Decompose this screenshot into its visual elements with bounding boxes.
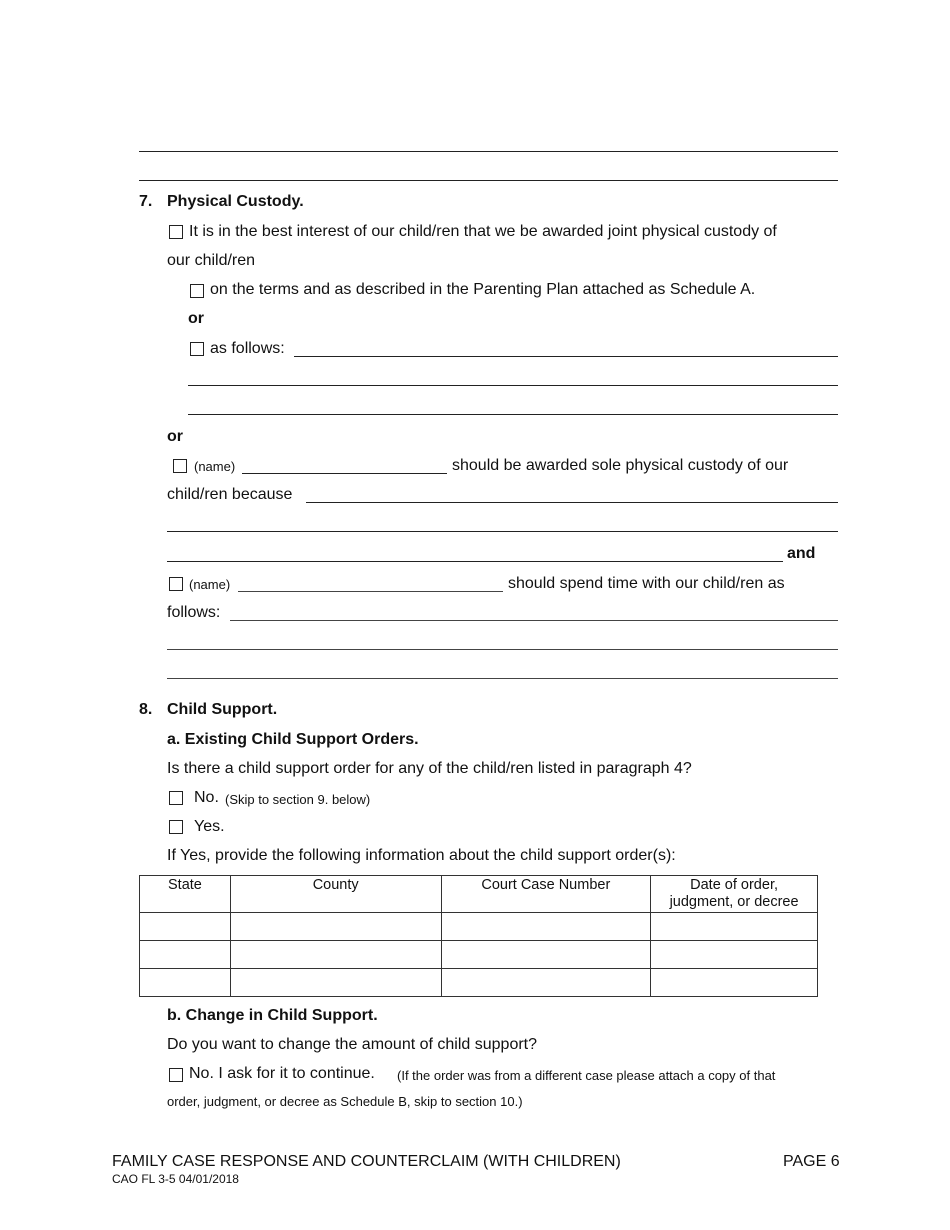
section-8a-title: a. Existing Child Support Orders.	[167, 731, 419, 748]
header-order-date: Date of order, judgment, or decree	[651, 876, 818, 913]
continuation-line-2[interactable]	[139, 180, 838, 181]
as-follows-line-1[interactable]	[294, 356, 838, 357]
cell-case-number[interactable]	[441, 969, 651, 997]
header-county: County	[230, 876, 441, 913]
sole-custody-because-label: child/ren because	[167, 486, 293, 503]
as-follows-label: as follows:	[210, 340, 285, 357]
change-support-no-note-1: (If the order was from a different case please attach a copy of that	[397, 1068, 776, 1083]
support-order-no-note: (Skip to section 9. below)	[225, 792, 371, 807]
cell-order-date[interactable]	[651, 913, 818, 941]
if-yes-instruction: If Yes, provide the following information about the child support order(s):	[167, 847, 676, 864]
cell-case-number[interactable]	[441, 941, 651, 969]
cell-order-date[interactable]	[651, 941, 818, 969]
section-8b-question: Do you want to change the amount of child support?	[167, 1036, 538, 1053]
spend-time-name-field[interactable]	[238, 591, 503, 592]
cell-state[interactable]	[140, 969, 231, 997]
sole-custody-text: should be awarded sole physical custody of our	[452, 457, 789, 474]
as-follows-line-2[interactable]	[188, 385, 838, 386]
section-8-number: 8.	[139, 701, 153, 718]
section-7-title: Physical Custody.	[167, 193, 304, 210]
support-order-table	[139, 875, 818, 997]
joint-custody-text-cont: our child/ren	[167, 252, 256, 269]
cell-order-date[interactable]	[651, 969, 818, 997]
spend-time-follows-label: follows:	[167, 604, 221, 621]
section-8-title: Child Support.	[167, 701, 278, 718]
follows-line-2[interactable]	[167, 649, 838, 650]
follows-line-1[interactable]	[230, 620, 838, 621]
footer-page-number: PAGE 6	[783, 1153, 840, 1170]
as-follows-checkbox[interactable]	[190, 342, 204, 356]
joint-custody-checkbox[interactable]	[169, 225, 183, 239]
parenting-plan-text: on the terms and as described in the Parenting Plan attached as Schedule A.	[210, 281, 756, 298]
spend-time-checkbox[interactable]	[169, 577, 183, 591]
cell-case-number[interactable]	[441, 913, 651, 941]
because-line-2[interactable]	[167, 531, 838, 532]
spend-time-name-label: (name)	[189, 577, 231, 592]
continuation-line-1[interactable]	[139, 151, 838, 152]
as-follows-line-3[interactable]	[188, 414, 838, 415]
or-label-2: or	[167, 428, 183, 445]
cell-county[interactable]	[230, 941, 441, 969]
change-support-no-label: No. I ask for it to continue.	[189, 1065, 375, 1082]
or-label-1: or	[188, 310, 204, 327]
support-order-no-checkbox[interactable]	[169, 791, 183, 805]
cell-state[interactable]	[140, 941, 231, 969]
support-order-no-label: No.	[194, 789, 219, 806]
because-line-3[interactable]	[167, 561, 783, 562]
change-support-no-note-2: order, judgment, or decree as Schedule B, skip to section 10.)	[167, 1094, 523, 1109]
support-order-yes-checkbox[interactable]	[169, 820, 183, 834]
cell-state[interactable]	[140, 913, 231, 941]
table-row	[140, 913, 818, 941]
footer-form-code: CAO FL 3-5 04/01/2018	[112, 1172, 239, 1186]
table-header-row	[140, 876, 818, 913]
spend-time-text: should spend time with our child/ren as	[508, 575, 785, 592]
and-label: and	[787, 545, 816, 562]
because-line-1[interactable]	[306, 502, 838, 503]
support-order-yes-label: Yes.	[194, 818, 225, 835]
sole-custody-name-label: (name)	[194, 459, 236, 474]
cell-county[interactable]	[230, 913, 441, 941]
footer-form-title: FAMILY CASE RESPONSE AND COUNTERCLAIM (WITH CHILDREN)	[112, 1153, 621, 1170]
cell-county[interactable]	[230, 969, 441, 997]
header-case-number: Court Case Number	[441, 876, 651, 913]
parenting-plan-checkbox[interactable]	[190, 284, 204, 298]
joint-custody-text: It is in the best interest of our child/ren that we be awarded joint physical custody of	[189, 223, 777, 240]
change-support-no-checkbox[interactable]	[169, 1068, 183, 1082]
follows-line-3[interactable]	[167, 678, 838, 679]
table-row	[140, 969, 818, 997]
section-7-number: 7.	[139, 193, 153, 210]
header-state: State	[140, 876, 231, 913]
section-8a-question: Is there a child support order for any of the child/ren listed in paragraph 4?	[167, 760, 692, 777]
sole-custody-name-field[interactable]	[242, 473, 447, 474]
section-8b-title: b. Change in Child Support.	[167, 1007, 378, 1024]
sole-custody-checkbox[interactable]	[173, 459, 187, 473]
table-row	[140, 941, 818, 969]
